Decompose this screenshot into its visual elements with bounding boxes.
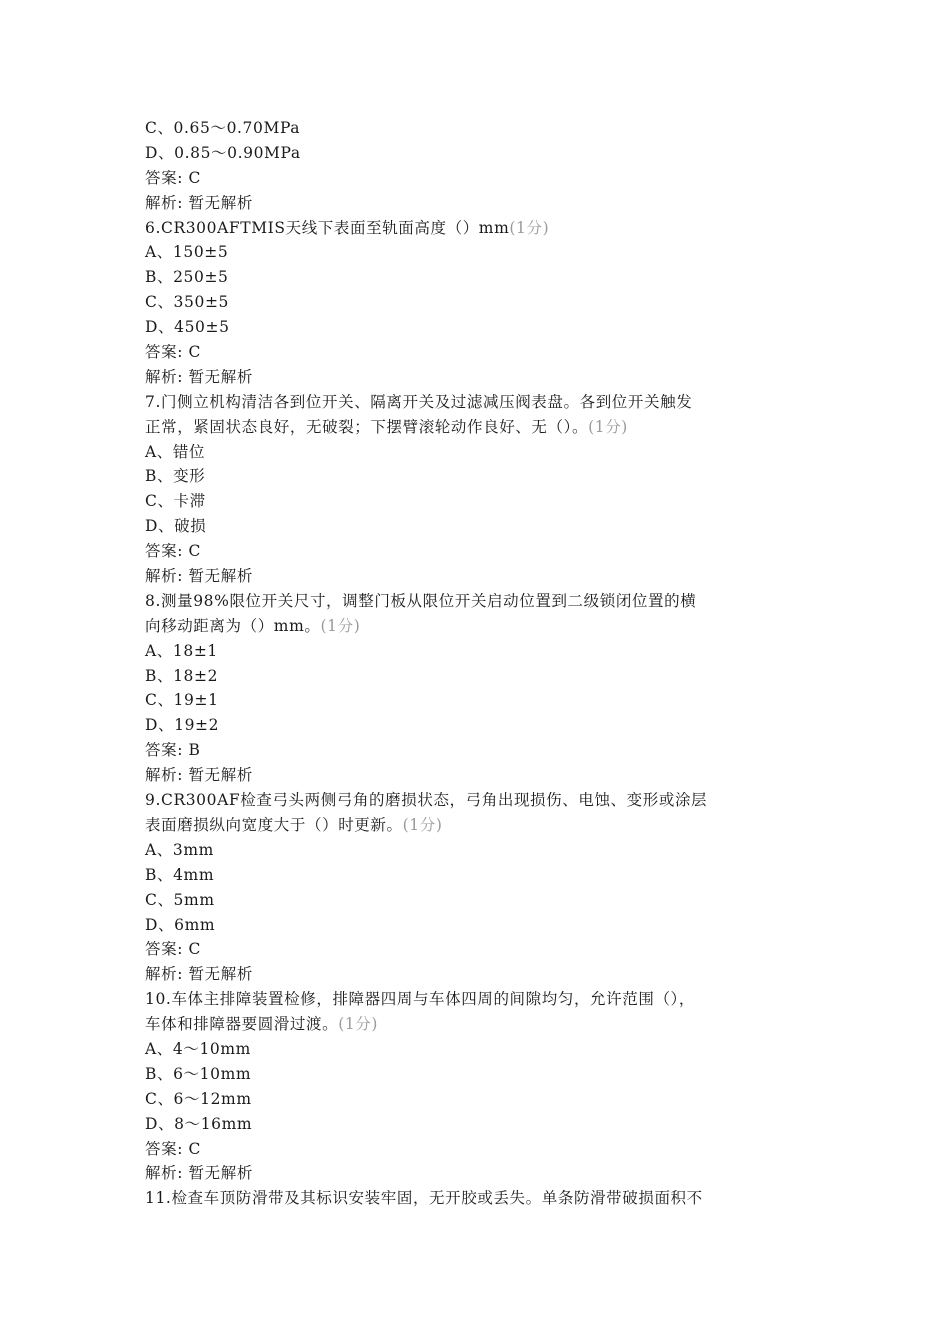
answer: 答案: B <box>145 741 201 760</box>
question-score: (1分) <box>588 417 628 436</box>
option-d: D、19±2 <box>145 716 220 735</box>
option-b: B、变形 <box>145 467 206 486</box>
question-8-stem-line-2 <box>145 614 815 639</box>
answer: 答案: C <box>145 940 202 959</box>
answer: 答案: C <box>145 1139 202 1158</box>
analysis: 解析: 暂无解析 <box>145 193 253 212</box>
option-d: D、450±5 <box>145 318 230 337</box>
option-a: A、错位 <box>145 442 206 461</box>
answer: 答案: C <box>145 542 202 561</box>
option-c: C、卡滞 <box>145 492 206 511</box>
question-score: (1分) <box>509 218 550 237</box>
option-a: A、3mm <box>145 840 214 859</box>
document-page <box>145 116 815 1211</box>
question-score: (1分) <box>338 1015 379 1034</box>
question-10-stem-line-1: 10.车体主排障装置检修，排障器四周与车体四周的间隙均匀，允许范围（）， <box>145 990 696 1009</box>
question-11-stem-line-1: 11.检查车顶防滑带及其标识安装牢固，无开胶或丢失。单条防滑带破损面积不 <box>145 1189 703 1208</box>
question-7-stem-line-1: 7.门侧立机构清洁各到位开关、隔离开关及过滤减压阀表盘。各到位开关触发 <box>145 392 693 411</box>
question-stem-text: 正常，紧固状态良好，无破裂；下摆臂滚轮动作良好、无（）。 <box>145 417 589 436</box>
question-stem-text: 表面磨损纵向宽度大于（）时更新。 <box>145 815 403 834</box>
option-c: C、6～12mm <box>145 1089 252 1108</box>
option-a: A、4～10mm <box>145 1039 251 1058</box>
answer: 答案: C <box>145 343 202 362</box>
option-c: C、19±1 <box>145 691 219 710</box>
option-b: B、6～10mm <box>145 1064 252 1083</box>
question-stem-text: 向移动距离为（）mm。 <box>145 616 321 635</box>
option-d: D、0.85～0.90MPa <box>145 143 301 162</box>
analysis: 解析: 暂无解析 <box>145 367 253 386</box>
option-c: C、5mm <box>145 890 215 909</box>
analysis: 解析: 暂无解析 <box>145 1164 253 1183</box>
question-stem-text: 车体和排障器要圆滑过渡。 <box>145 1015 339 1034</box>
question-9-stem-line-1: 9.CR300AF检查弓头两侧弓角的磨损状态，弓角出现损伤、电蚀、变形或涂层 <box>145 791 708 810</box>
option-d: D、6mm <box>145 915 216 934</box>
option-b: B、18±2 <box>145 666 219 685</box>
option-d: D、破损 <box>145 517 207 536</box>
option-c: C、0.65～0.70MPa <box>145 119 301 137</box>
analysis: 解析: 暂无解析 <box>145 965 253 984</box>
option-d: D、8～16mm <box>145 1114 253 1133</box>
option-b: B、250±5 <box>145 268 229 287</box>
question-score: (1分) <box>320 616 361 635</box>
question-stem-text: 6.CR300AFTMIS天线下表面至轨面高度（）mm <box>145 218 510 237</box>
analysis: 解析: 暂无解析 <box>145 766 253 785</box>
option-c: C、350±5 <box>145 293 229 312</box>
analysis: 解析: 暂无解析 <box>145 567 253 586</box>
answer: 答案: C <box>145 168 202 187</box>
option-a: A、18±1 <box>145 641 218 660</box>
question-score: (1分) <box>402 815 443 834</box>
option-a: A、150±5 <box>145 243 229 262</box>
question-8-stem-line-1: 8.测量98%限位开关尺寸，调整门板从限位开关启动位置到二级锁闭位置的横 <box>145 591 697 610</box>
question-9-stem-line-2 <box>145 813 815 838</box>
question-7-stem-line-2 <box>145 415 815 440</box>
question-6-stem <box>145 216 815 241</box>
question-10-stem-line-2 <box>145 1012 815 1037</box>
option-b: B、4mm <box>145 865 215 884</box>
